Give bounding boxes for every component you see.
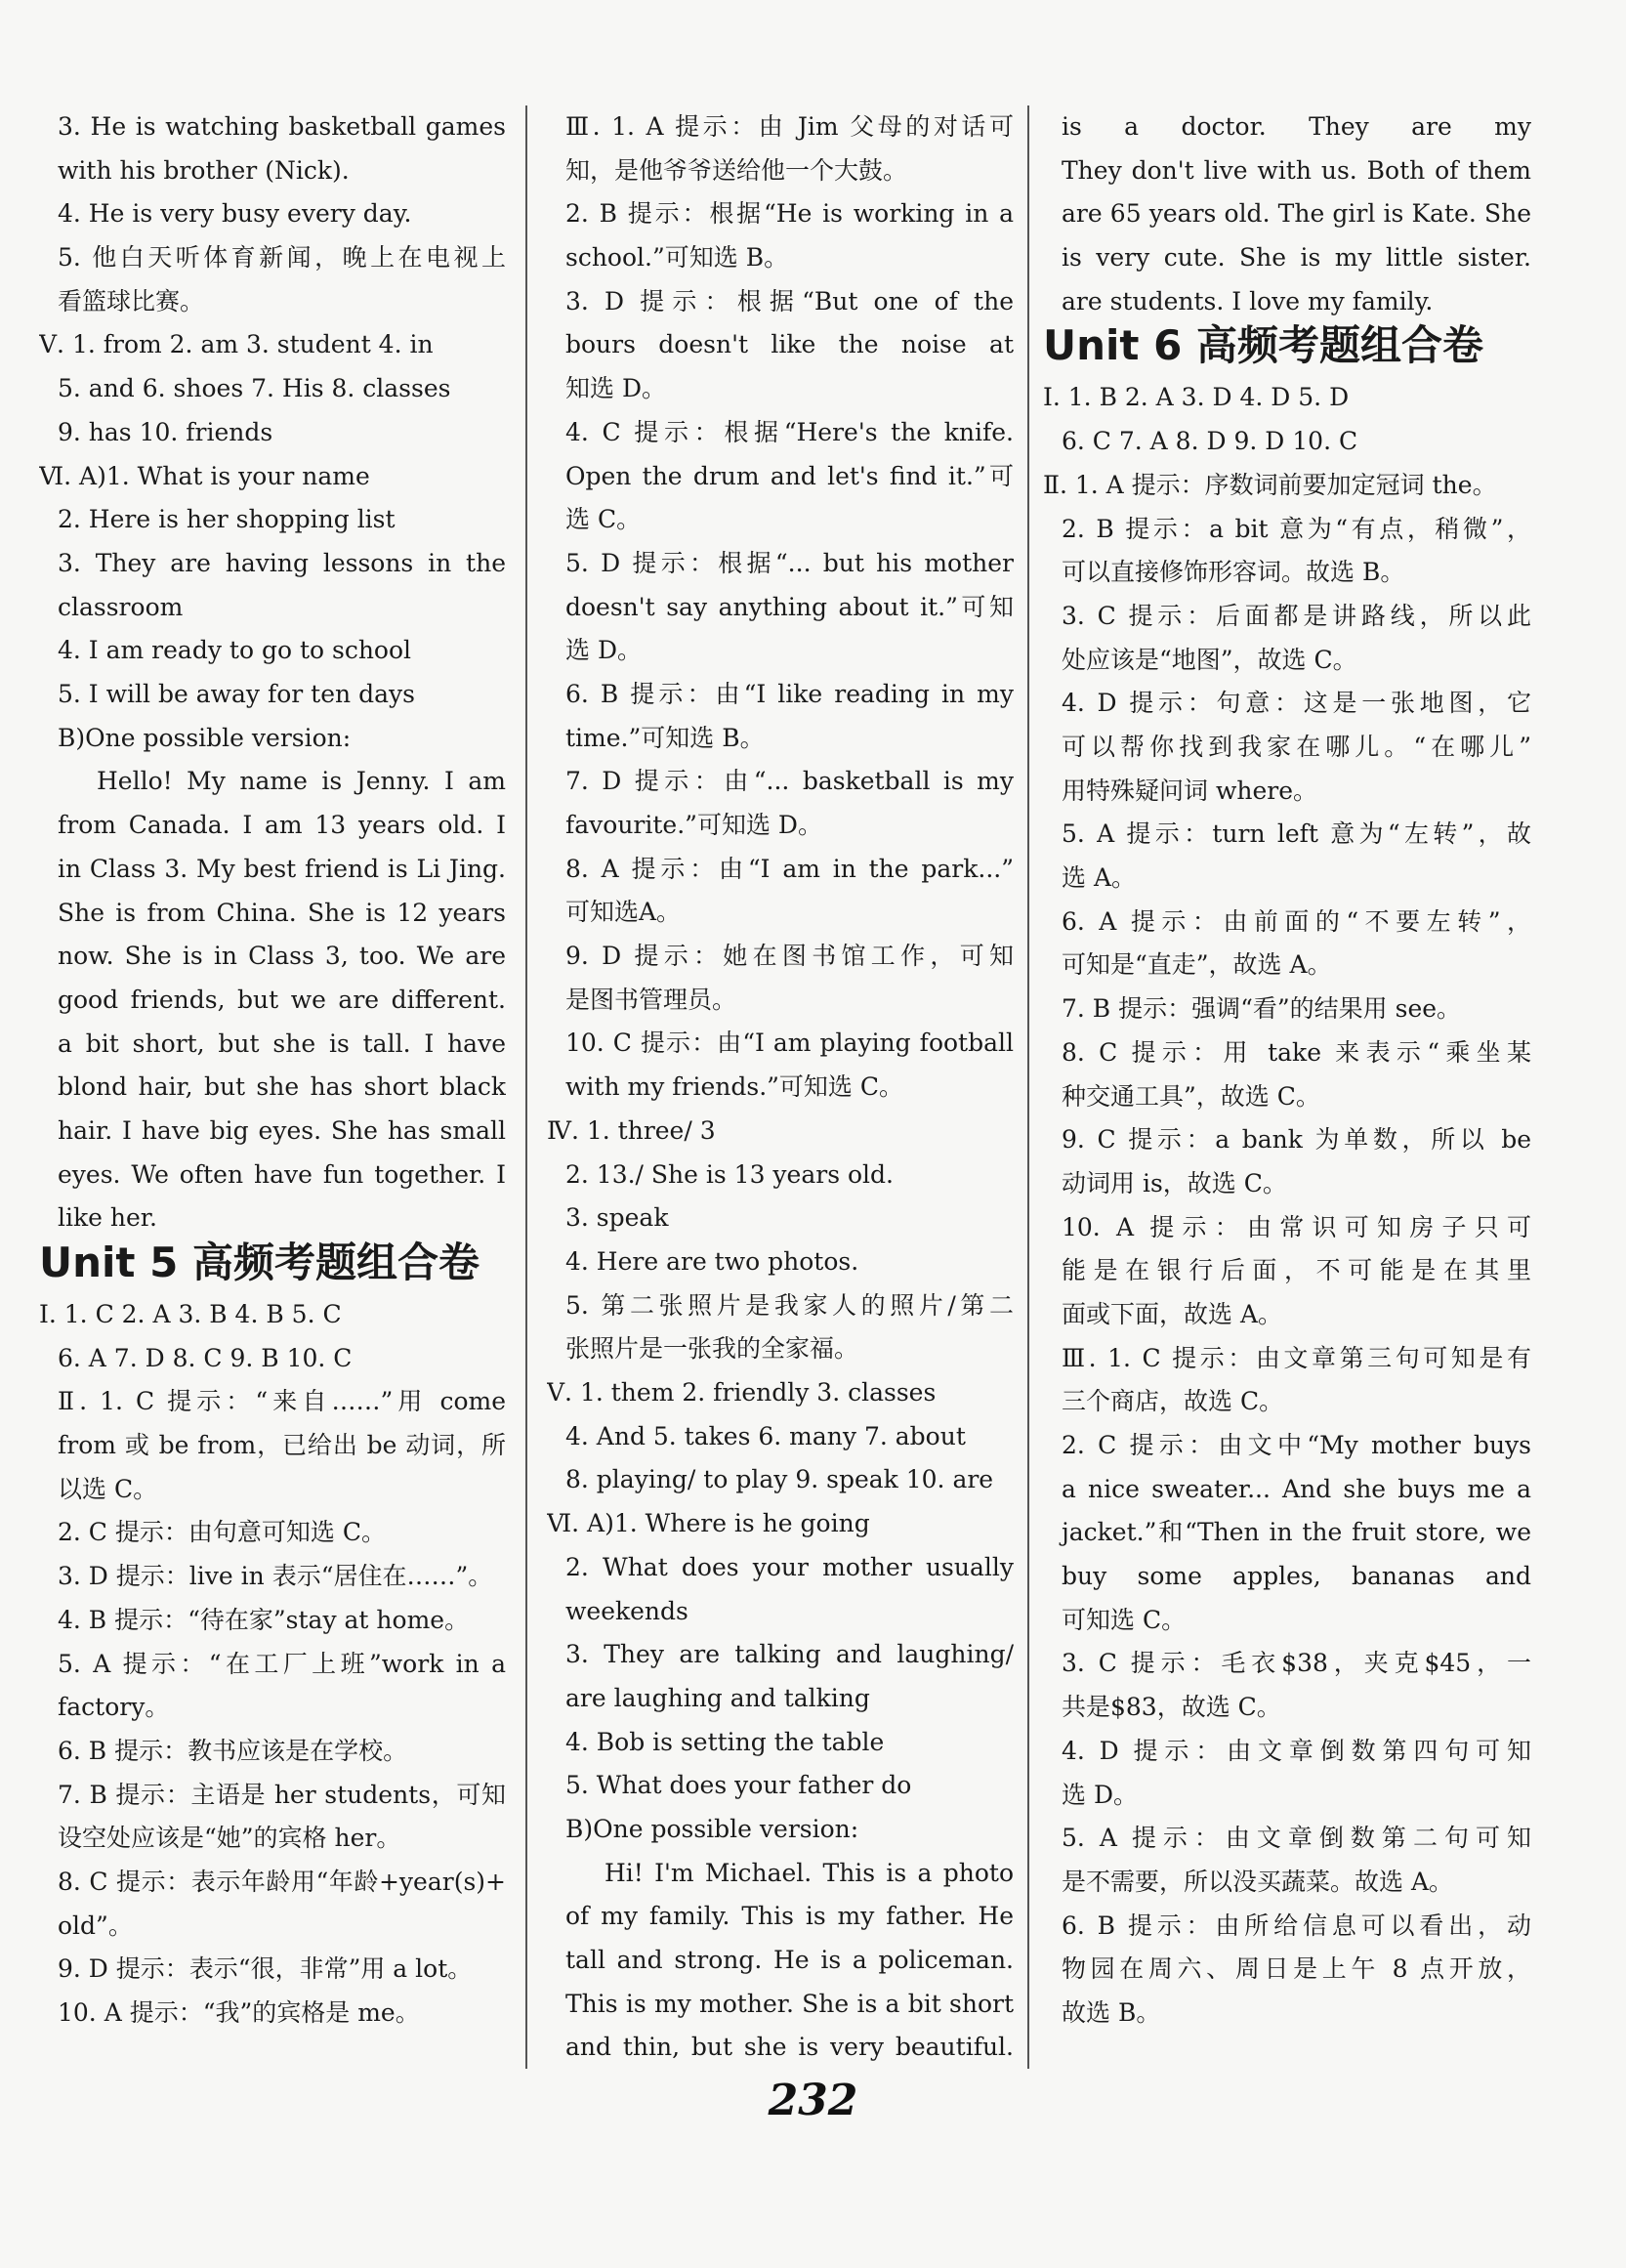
answer-line: are 65 years old. The girl is Kate. She <box>1062 199 1531 229</box>
answer-line: 选 D。 <box>1062 1780 1138 1809</box>
answer-line: 能是在银行后面，不可能是在其里 <box>1062 1256 1531 1285</box>
answer-line: 6. C 7. A 8. D 9. D 10. C <box>1062 427 1358 456</box>
answer-line: 4. D 提示：句意：这是一张地图，它 <box>1062 689 1531 718</box>
answer-line: 用特殊疑问词 where。 <box>1062 776 1317 805</box>
unit-heading: Unit 6 高频考题组合卷 <box>1043 321 1483 370</box>
answer-line: from Canada. I am 13 years old. I <box>58 811 506 840</box>
answer-line: 共是$83，故选 C。 <box>1062 1693 1281 1722</box>
answer-line: 以选 C。 <box>58 1474 158 1503</box>
answer-line: B)One possible version: <box>58 723 352 752</box>
answer-line: They don't live with us. Both of them <box>1062 155 1531 185</box>
answer-line: 8. playing/ to play 9. speak 10. are <box>565 1465 994 1494</box>
answer-line: blond hair, but she has short black <box>58 1072 506 1102</box>
answer-line: 5. and 6. shoes 7. His 8. classes <box>58 374 451 403</box>
answer-line: 可以帮你找到我家在哪儿。“在哪儿” <box>1062 732 1531 761</box>
answer-line: time.”可知选 B。 <box>565 723 765 752</box>
answer-line: good friends, but we are different. <box>58 985 506 1014</box>
answer-line: 动词用 is，故选 C。 <box>1062 1168 1287 1197</box>
answer-line: Ⅰ. 1. B 2. A 3. D 4. D 5. D <box>1043 383 1350 412</box>
answer-line: 4. And 5. takes 6. many 7. about <box>565 1421 966 1450</box>
answer-line: 4. Bob is setting the table <box>565 1727 885 1756</box>
answer-line: 2. C 提示：由句意可知选 C。 <box>58 1518 386 1547</box>
answer-line: 7. B 提示：主语是 her students，可知 <box>58 1780 506 1809</box>
answer-line: old”。 <box>58 1911 133 1940</box>
answer-line: is a doctor. They are my <box>1062 112 1531 141</box>
answer-line: weekends <box>565 1596 688 1625</box>
answer-line: 6. A 提示：由前面的“不要左转”， <box>1062 906 1531 936</box>
answer-line: 设空处应该是“她”的宾格 her。 <box>58 1824 401 1853</box>
answer-line: a nice sweater... And she buys me a <box>1062 1474 1531 1503</box>
answer-line: 4. C 提示：根据“Here's the knife. <box>565 417 1014 446</box>
answer-line: with my friends.”可知选 C。 <box>565 1072 903 1102</box>
column-divider <box>525 105 527 2069</box>
answer-line: 10. A 提示：由常识可知房子只可 <box>1062 1212 1531 1241</box>
answer-line: Ⅴ. 1. from 2. am 3. student 4. in <box>39 330 434 359</box>
answer-line: 张照片是一张我的全家福。 <box>565 1334 859 1364</box>
answer-line: Ⅱ. 1. A 提示：序数词前要加定冠词 the。 <box>1043 470 1497 499</box>
answer-line: hair. I have big eyes. She has small <box>58 1115 506 1145</box>
answer-line: 物园在周六、周日是上午 8 点开放， <box>1062 1954 1531 1984</box>
answer-line: B)One possible version: <box>565 1814 859 1843</box>
answer-line: 5. 第二张照片是我家人的照片/第二 <box>565 1290 1014 1320</box>
answer-column-right <box>1043 105 1531 2036</box>
answer-line: and thin, but she is very beautiful. <box>565 2033 1014 2062</box>
answer-line: doesn't say anything about it.”可知 <box>565 592 1014 621</box>
answer-line: 种交通工具”，故选 C。 <box>1062 1081 1320 1111</box>
answer-line: 10. A 提示：“我”的宾格是 me。 <box>58 1998 420 2028</box>
answer-column-left <box>39 105 506 2036</box>
answer-line: 3. speak <box>565 1203 669 1233</box>
answer-line: Hello! My name is Jenny. I am <box>97 767 506 796</box>
answer-line: 4. B 提示：“待在家”stay at home。 <box>58 1605 470 1634</box>
answer-line: 2. 13./ She is 13 years old. <box>565 1159 894 1189</box>
answer-line: 3. He is watching basketball games <box>58 112 506 141</box>
unit-heading: Unit 5 高频考题组合卷 <box>39 1239 479 1287</box>
answer-line: in Class 3. My best friend is Li Jing. <box>58 854 506 883</box>
answer-line: now. She is in Class 3, too. We are <box>58 942 506 971</box>
answer-line: jacket.”和“Then in the fruit store, we <box>1062 1518 1531 1547</box>
answer-line: 3. D 提示：根据“But one of the <box>565 286 1014 315</box>
answer-line: 2. B 提示：a bit 意为“有点，稍微”， <box>1062 514 1531 543</box>
answer-line: 2. B 提示：根据“He is working in a <box>565 199 1014 229</box>
answer-line: 三个商店，故选 C。 <box>1062 1387 1284 1416</box>
answer-line: factory。 <box>58 1693 170 1722</box>
answer-line: 可知选A。 <box>565 898 682 927</box>
answer-line: 是图书管理员。 <box>565 985 737 1014</box>
answer-line: 8. C 提示：用 take 来表示“乘坐某 <box>1062 1037 1531 1067</box>
answer-line: 面或下面，故选 A。 <box>1062 1299 1283 1328</box>
answer-line: Ⅱ. 1. C 提示：“来自……”用 come <box>58 1387 506 1416</box>
answer-line: are students. I love my family. <box>1062 286 1434 315</box>
answer-line: 5. A 提示：由文章倒数第二句可知 <box>1062 1824 1531 1853</box>
answer-line: 3. C 提示：后面都是讲路线，所以此 <box>1062 601 1531 630</box>
answer-line: 9. has 10. friends <box>58 417 273 446</box>
answer-line: 4. He is very busy every day. <box>58 199 412 229</box>
answer-line: Ⅲ. 1. A 提示：由 Jim 父母的对话可 <box>565 112 1014 141</box>
answer-line: of my family. This is my father. He <box>565 1902 1014 1931</box>
answer-line: like her. <box>58 1203 157 1233</box>
answer-line: 5. What does your father do <box>565 1771 912 1800</box>
answer-line: 处应该是“地图”，故选 C。 <box>1062 645 1357 674</box>
answer-line: 5. I will be away for ten days <box>58 680 415 709</box>
answer-line: Ⅵ. A)1. What is your name <box>39 461 370 490</box>
answer-line: 知，是他爷爷送给他一个大鼓。 <box>565 155 908 185</box>
answer-line: 9. D 提示：她在图书馆工作，可知 <box>565 942 1014 971</box>
answer-line: 9. C 提示：a bank 为单数，所以 be <box>1062 1125 1531 1155</box>
answer-line: Ⅵ. A)1. Where is he going <box>547 1509 870 1538</box>
answer-line: 可知选 C。 <box>1062 1605 1187 1634</box>
answer-line: 可知是“直走”，故选 A。 <box>1062 950 1332 980</box>
answer-line: with his brother (Nick). <box>58 155 350 185</box>
answer-line: 是不需要，所以没买蔬菜。故选 A。 <box>1062 1867 1454 1896</box>
answer-line: This is my mother. She is a bit short <box>565 1989 1014 2018</box>
answer-line: 6. A 7. D 8. C 9. B 10. C <box>58 1343 353 1372</box>
answer-line: Hi! I'm Michael. This is a photo <box>605 1858 1014 1887</box>
answer-line: a bit short, but she is tall. I have <box>58 1029 506 1058</box>
answer-line: Ⅰ. 1. C 2. A 3. B 4. B 5. C <box>39 1300 342 1329</box>
answer-line: 选 A。 <box>1062 863 1137 893</box>
answer-line: buy some apples, bananas and <box>1062 1562 1531 1591</box>
answer-line: Ⅴ. 1. them 2. friendly 3. classes <box>547 1378 937 1407</box>
answer-line: favourite.”可知选 D。 <box>565 811 822 839</box>
answer-line: 6. B 提示：由所给信息可以看出，动 <box>1062 1911 1531 1940</box>
answer-line: 3. D 提示：live in 表示“居住在……”。 <box>58 1562 493 1591</box>
answer-line: 8. A 提示：由“I am in the park...” <box>565 854 1014 883</box>
answer-line: 8. C 提示：表示年龄用“年龄+year(s)+ <box>58 1868 506 1897</box>
answer-line: Ⅲ. 1. C 提示：由文章第三句可知是有 <box>1062 1343 1531 1372</box>
answer-line: from 或 be from，已给出 be 动词，所 <box>58 1431 506 1460</box>
answer-line: school.”可知选 B。 <box>565 243 789 273</box>
answer-line: 7. B 提示：强调“看”的结果用 see。 <box>1062 994 1462 1024</box>
answer-line: 4. D 提示：由文章倒数第四句可知 <box>1062 1736 1531 1765</box>
answer-line: 5. D 提示：根据“... but his mother <box>565 548 1014 577</box>
answer-line: eyes. We often have fun together. I <box>58 1159 506 1189</box>
answer-line: 5. A 提示：“在工厂上班”work in a <box>58 1649 506 1678</box>
answer-line: 6. B 提示：教书应该是在学校。 <box>58 1736 408 1765</box>
answer-line: 选 C。 <box>565 505 642 534</box>
answer-line: 知选 D。 <box>565 374 666 403</box>
answer-line: bours doesn't like the noise at <box>565 330 1014 359</box>
answer-line: 2. What does your mother usually <box>565 1552 1014 1581</box>
answer-column-middle <box>547 105 1014 2070</box>
answer-line: 可以直接修饰形容词。故选 B。 <box>1062 558 1405 587</box>
column-divider <box>1027 105 1029 2069</box>
answer-line: 3. C 提示：毛衣$38，夹克$45，一 <box>1062 1649 1531 1678</box>
answer-line: 5. 他白天听体育新闻，晚上在电视上 <box>58 243 506 273</box>
answer-line: 看篮球比赛。 <box>58 286 205 315</box>
answer-line: is very cute. She is my little sister. <box>1062 243 1531 273</box>
answer-line: tall and strong. He is a policeman. <box>565 1946 1014 1975</box>
page-number: 232 <box>768 2076 858 2125</box>
answer-line: 10. C 提示：由“I am playing football <box>565 1029 1014 1058</box>
answer-line: 4. I am ready to go to school <box>58 636 412 665</box>
answer-line: 2. C 提示：由文中“My mother buys <box>1062 1431 1531 1459</box>
answer-line: 故选 B。 <box>1062 1997 1161 2027</box>
answer-line: 9. D 提示：表示“很，非常”用 a lot。 <box>58 1954 473 1984</box>
answer-line: 6. B 提示：由“I like reading in my <box>565 679 1014 708</box>
answer-line: 2. Here is her shopping list <box>58 505 396 534</box>
answer-line: 5. A 提示：turn left 意为“左转”，故 <box>1062 819 1531 849</box>
answer-line: 4. Here are two photos. <box>565 1246 859 1276</box>
answer-line: are laughing and talking <box>565 1683 870 1712</box>
answer-line: 3. They are talking and laughing/ <box>565 1640 1014 1669</box>
answer-line: classroom <box>58 592 184 621</box>
answer-line: 选 D。 <box>565 636 642 665</box>
answer-line: 3. They are having lessons in the <box>58 548 506 577</box>
answer-line: Open the drum and let's find it.”可 <box>565 461 1014 490</box>
answer-line: 7. D 提示：由“... basketball is my <box>565 767 1014 796</box>
answer-line: Ⅳ. 1. three/ 3 <box>547 1115 716 1145</box>
answer-line: She is from China. She is 12 years <box>58 898 506 927</box>
